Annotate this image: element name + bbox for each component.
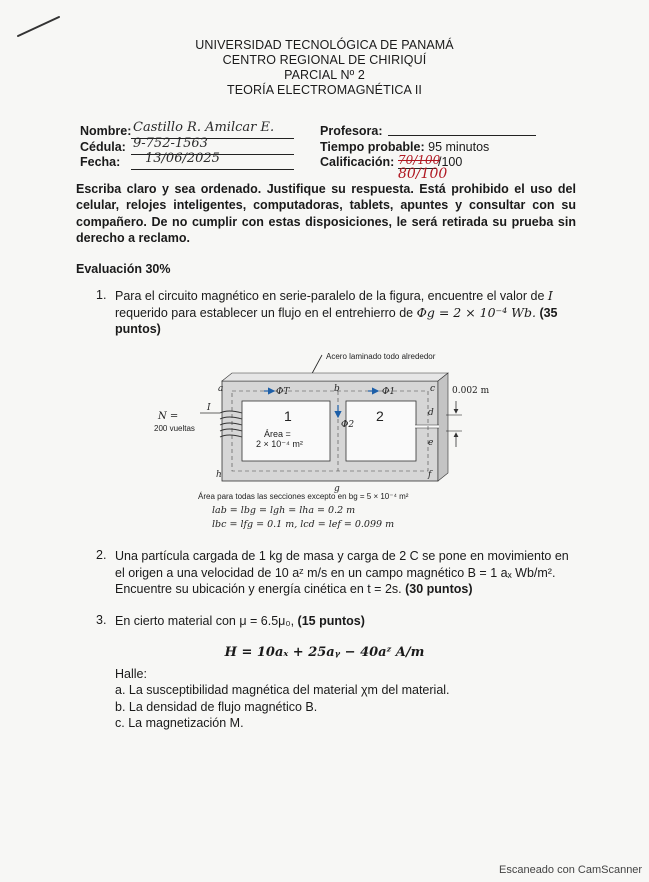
core-side-3d xyxy=(438,373,448,481)
q3-item-c-letter: c. xyxy=(115,716,125,730)
header-university: UNIVERSIDAD TECNOLÓGICA DE PANAMÁ xyxy=(195,38,454,52)
node-a: a xyxy=(218,384,224,394)
q3-item-a-letter: a. xyxy=(115,683,126,697)
q2-text xyxy=(115,548,585,598)
node-g: g xyxy=(334,484,340,494)
profesora-label: Profesora: xyxy=(320,124,383,138)
fecha-label: Fecha: xyxy=(80,155,121,169)
instructions: Escriba claro y sea ordenado. Justifique su respuesta. Está prohibido el uso del celular, relojes inteligentes, computadoras, tablets, apuntes y consultar con su compañero. De no cumplir con estas disposiciones, le será retirada su prueba sin derecho a reclamo. xyxy=(76,182,576,245)
tiempo-label: Tiempo probable: xyxy=(320,140,425,154)
turns-label: 200 vueltas xyxy=(154,424,195,433)
fig-lengths-2: lbc = lfg = 0.1 m, lcd = lef = 0.099 m xyxy=(212,519,395,530)
q2-line1: Una partícula cargada de 1 kg de masa y carga de 2 C se pone en movimiento en xyxy=(115,549,569,563)
q2-number: 2. xyxy=(96,548,107,562)
camscanner-watermark: Escaneado con CamScanner xyxy=(499,864,643,876)
header-exam: PARCIAL Nº 2 xyxy=(284,68,365,82)
air-gap xyxy=(415,425,439,428)
calificacion-value: 70/100 xyxy=(398,153,441,167)
tiempo-row xyxy=(320,140,489,154)
q2-points: (30 puntos) xyxy=(405,582,473,596)
q1-var-i: I xyxy=(547,288,553,303)
header-course: TEORÍA ELECTROMAGNÉTICA II xyxy=(227,83,422,97)
n-label: N = xyxy=(158,411,179,422)
node-e: e xyxy=(428,438,434,448)
area-label-1: Área = xyxy=(264,429,291,439)
profesora-line xyxy=(388,121,536,136)
q3-items xyxy=(115,682,575,732)
node-d: d xyxy=(428,408,434,418)
q1-text-a: Para el circuito magnético en serie-paralelo de la figura, encuentre el valor de xyxy=(115,289,548,303)
magnetic-circuit-figure xyxy=(150,345,520,535)
node-h: h xyxy=(216,470,222,480)
nombre-value: Castillo R. Amilcar E. xyxy=(133,120,275,135)
gap-label: 0.002 m xyxy=(452,386,490,396)
node-f: f xyxy=(428,470,432,480)
q3-equation: H = 10aₓ + 25aᵧ − 40aᶻ A/m xyxy=(224,645,425,660)
q1-points: (35 puntos) xyxy=(115,305,558,336)
nombre-label: Nombre: xyxy=(80,124,132,138)
fig-lengths-1: lab = lbg = lgh = lha = 0.2 m xyxy=(212,505,356,516)
q3-text xyxy=(115,613,585,630)
section-title: Evaluación 30% xyxy=(76,262,171,276)
cedula-label: Cédula: xyxy=(80,140,126,154)
q3-halle: Halle: xyxy=(115,667,147,681)
tiempo-value: 95 minutos xyxy=(428,140,490,154)
q3-number: 3. xyxy=(96,613,107,627)
header-center: CENTRO REGIONAL DE CHIRIQUÍ xyxy=(222,53,427,67)
q3-stem: En cierto material con μ = 6.5μ₀, xyxy=(115,614,295,628)
cedula-value: 9-752-1563 xyxy=(133,136,208,151)
q1-text-b: requerido para establecer un flujo en el entrehierro de xyxy=(115,305,417,320)
fecha-line xyxy=(131,151,294,170)
q3-item-c: La magnetización M. xyxy=(128,716,244,730)
phi-t-label: ΦT xyxy=(276,387,290,397)
q3-item-b: La densidad de flujo magnético B. xyxy=(128,699,318,714)
area-label-2: 2 × 10⁻⁴ m² xyxy=(256,439,303,449)
q3-points: (15 puntos) xyxy=(297,614,365,628)
q2-line3: Encuentre su ubicación y energía cinética en t = 2s. xyxy=(115,582,402,596)
q1-number: 1. xyxy=(96,288,107,302)
q3-item-a: La susceptibilidad magnética del material χm del material. xyxy=(128,683,450,697)
q1-flux: Φg = 2 × 10⁻⁴ Wb. xyxy=(416,304,536,320)
current-label: I xyxy=(207,403,211,413)
q3-item-b-letter: b. xyxy=(115,699,126,714)
core-top-3d xyxy=(222,373,448,381)
calificacion-label: Calificación: xyxy=(320,155,395,169)
q1-text xyxy=(115,288,575,338)
window-1-label: 1 xyxy=(284,408,292,424)
fecha-value: 13/06/2025 xyxy=(145,151,220,166)
node-b: b xyxy=(334,384,340,394)
fig-caption: Área para todas las secciones excepto en bg = 5 × 10⁻⁴ m² xyxy=(198,492,409,501)
fig-top-label: Acero laminado todo alrededor xyxy=(326,352,436,361)
window-2-label: 2 xyxy=(376,408,384,424)
q2-line2: el origen a una velocidad de 10 aᶻ m/s en un campo magnético B = 1 aₓ Wb/m². xyxy=(115,565,556,580)
grade-handwritten: 80/100 xyxy=(398,166,448,182)
phi-1-label: Φ1 xyxy=(382,387,396,397)
calificacion-suffix: /100 xyxy=(438,155,463,169)
node-c: c xyxy=(430,384,436,394)
phi-2-label: Φ2 xyxy=(341,420,355,430)
